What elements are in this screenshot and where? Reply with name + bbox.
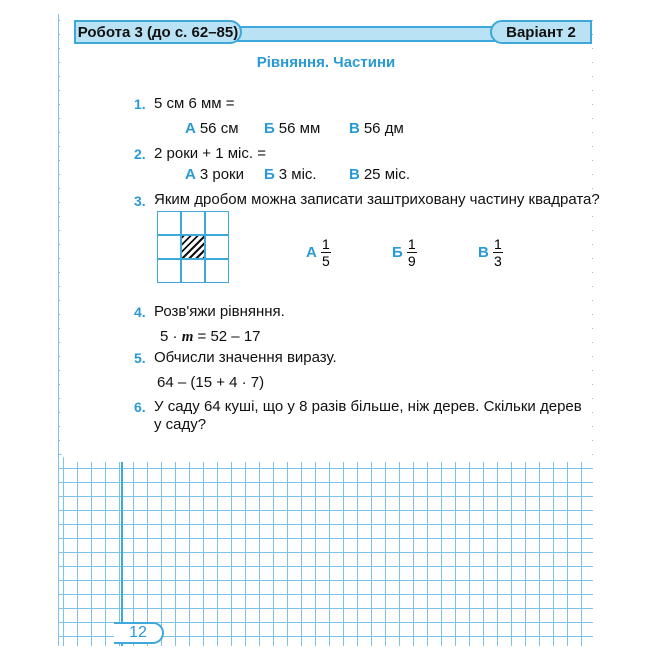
numerator: 1 <box>493 236 502 252</box>
variant-label: Варіант 2 <box>490 20 592 44</box>
task-2-text: 2 роки + 1 міс. = <box>154 145 266 162</box>
task-4-equation <box>160 328 261 346</box>
square-cell <box>157 259 181 283</box>
square-cell <box>205 259 229 283</box>
square-cell <box>205 235 229 259</box>
option-letter: А <box>306 244 317 261</box>
shaded-cell <box>181 235 205 259</box>
option-text: 3 роки <box>199 166 244 183</box>
task-1-text: 5 см 6 мм = <box>154 95 235 112</box>
task-5-text: Обчисли значення виразу. <box>154 349 337 366</box>
task-2-number: 2. <box>134 146 146 162</box>
task-6-text-line1: У саду 64 куші, що у 8 разів більше, ніж дерев. Скільки дерев <box>154 398 582 415</box>
fraction <box>493 236 503 269</box>
option-letter: Б <box>264 120 275 137</box>
task-3-option-a[interactable] <box>306 236 331 269</box>
square-cell <box>181 259 205 283</box>
task-1-option-c[interactable] <box>349 120 404 137</box>
square-cell <box>181 211 205 235</box>
option-letter: В <box>349 120 360 137</box>
option-letter: Б <box>392 244 403 261</box>
square-3x3 <box>157 211 233 287</box>
fraction <box>321 236 331 269</box>
option-letter: В <box>349 166 360 183</box>
task-2-option-c[interactable] <box>349 166 410 183</box>
square-cell <box>205 211 229 235</box>
task-1-option-b[interactable] <box>264 120 320 137</box>
denominator: 9 <box>407 253 416 269</box>
option-letter: Б <box>264 166 275 183</box>
option-text: 56 мм <box>278 120 321 137</box>
task-3-number: 3. <box>134 193 146 209</box>
page-title: Рівняння. Частини <box>256 54 396 71</box>
task-2-option-b[interactable] <box>264 166 317 183</box>
task-6-number: 6. <box>134 399 146 415</box>
numerator: 1 <box>407 236 416 252</box>
square-cell <box>157 211 181 235</box>
task-2-option-a[interactable] <box>185 166 244 183</box>
option-letter: А <box>185 120 196 137</box>
equation-right: = 52 – 17 <box>193 328 261 345</box>
denominator: 3 <box>493 253 502 269</box>
option-letter: А <box>185 166 196 183</box>
task-4-number: 4. <box>134 304 146 320</box>
numerator: 1 <box>321 236 330 252</box>
header <box>62 8 590 46</box>
option-text: 56 дм <box>363 120 404 137</box>
task-3-option-c[interactable] <box>478 236 503 269</box>
task-6-text-line2: у саду? <box>154 416 207 433</box>
task-1-option-a[interactable] <box>185 120 239 137</box>
task-3-text: Яким дробом можна записати заштриховану частину квадрата? <box>154 191 600 208</box>
square-cell <box>157 235 181 259</box>
denominator: 5 <box>321 253 330 269</box>
equation-variable: m <box>181 329 194 345</box>
page-number: 12 <box>114 622 164 644</box>
task-5-expression: 64 – (15 + 4 · 7) <box>157 374 265 391</box>
page-number-tab <box>114 622 170 646</box>
option-text: 3 міс. <box>278 166 317 183</box>
task-4-text: Розв'яжи рівняння. <box>154 303 285 320</box>
task-1-number: 1. <box>134 96 146 112</box>
task-3-option-b[interactable] <box>392 236 417 269</box>
option-letter: В <box>478 244 489 261</box>
option-text: 25 міс. <box>363 166 411 183</box>
task-5-number: 5. <box>134 350 146 366</box>
fraction <box>407 236 417 269</box>
equation-left: 5 · <box>160 328 182 345</box>
option-text: 56 см <box>199 120 239 137</box>
work-label: Робота 3 (до с. 62–85) <box>74 20 242 44</box>
